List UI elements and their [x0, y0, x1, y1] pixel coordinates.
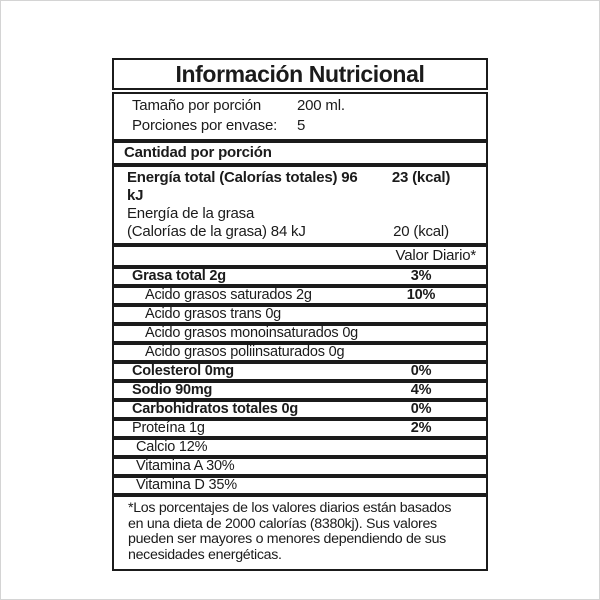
amount-per-serving-header: Cantidad por porción — [112, 141, 488, 165]
serving-size-value: 200 ml. — [297, 97, 345, 114]
nutrient-row-vitamina-a — [112, 457, 488, 476]
nutrient-name: Sodio 90mg — [132, 382, 213, 398]
nutrient-daily-value — [366, 345, 476, 360]
fat-energy-kcal: 20 (kcal) — [393, 223, 449, 240]
serving-size-row — [132, 96, 486, 116]
nutrient-row-proteina — [112, 419, 488, 438]
nutrient-daily-value — [366, 478, 476, 493]
nutrient-name: Grasa total 2g — [132, 268, 226, 284]
daily-value-footnote — [112, 495, 488, 571]
nutrient-row-grasa-total — [112, 267, 488, 286]
servings-per-container-value: 5 — [297, 117, 306, 134]
footnote-line: *Los porcentajes de los valores diarios están basados — [128, 500, 452, 516]
nutrient-daily-value: 0% — [410, 401, 432, 417]
servings-per-container-label: Porciones por envase: — [132, 117, 278, 134]
serving-size-label: Tamaño por porción — [132, 97, 261, 114]
total-energy-row — [127, 169, 486, 205]
nutrient-row-acido-poliinsaturados — [112, 343, 488, 362]
nutrient-daily-value: 0% — [410, 363, 432, 379]
nutrient-name: Calcio 12% — [136, 439, 208, 455]
nutrient-name: Vitamina A 30% — [136, 458, 235, 474]
nutrient-name: Ácido grasos trans 0g — [145, 306, 282, 322]
total-energy-kcal: 23 (kcal) — [391, 169, 451, 186]
nutrient-row-carbohidratos — [112, 400, 488, 419]
footnote-line: necesidades energéticas. — [128, 546, 282, 563]
nutrient-row-acido-saturados — [112, 286, 488, 305]
nutrient-daily-value — [366, 440, 476, 455]
total-energy-label: Energía total (Calorías totales) 96 kJ — [127, 169, 358, 204]
nutrient-name: Ácido grasos saturados 2g — [145, 287, 312, 303]
fat-energy-label-line1: Energía de la grasa — [127, 205, 255, 222]
nutrient-daily-value: 2% — [410, 420, 432, 436]
nutrient-row-vitamina-d — [112, 476, 488, 495]
nutrient-daily-value: 4% — [410, 382, 432, 398]
nutrient-row-colesterol — [112, 362, 488, 381]
fat-energy-row-line2 — [127, 223, 486, 241]
nutrient-row-acido-monoinsaturados — [112, 324, 488, 343]
servings-per-container-row — [132, 116, 486, 136]
nutrient-name: Vitamina D 35% — [136, 477, 237, 493]
nutrient-row-acido-trans — [112, 305, 488, 324]
energy-box — [112, 165, 488, 245]
daily-value-header: Valor Diario* — [112, 245, 488, 267]
nutrient-row-sodio — [112, 381, 488, 400]
nutrient-daily-value — [366, 459, 476, 474]
nutrient-daily-value — [366, 326, 476, 341]
nutrient-daily-value — [366, 307, 476, 322]
footnote-line: en una dieta de 2000 calorías (8380kj). Sus valores — [128, 515, 437, 532]
label-title: Información Nutricional — [112, 58, 488, 90]
nutrient-name: Proteína 1g — [132, 420, 205, 436]
nutrient-name: Colesterol 0mg — [132, 363, 234, 379]
footnote-line: pueden ser mayores o menores dependiendo de sus — [128, 531, 446, 547]
nutrient-name: Ácido grasos poliinsaturados 0g — [145, 344, 345, 360]
fat-energy-row-line1 — [127, 205, 486, 223]
nutrient-daily-value: 3% — [410, 268, 432, 284]
nutrient-name: Ácido grasos monoinsaturados 0g — [145, 325, 359, 341]
nutrient-row-calcio — [112, 438, 488, 457]
nutrient-name: Carbohidratos totales 0g — [132, 401, 299, 417]
nutrition-label — [112, 58, 488, 571]
nutrient-daily-value: 10% — [406, 287, 436, 303]
fat-energy-label-line2: (Calorías de la grasa) 84 kJ — [127, 223, 306, 240]
serving-info-box — [112, 92, 488, 141]
